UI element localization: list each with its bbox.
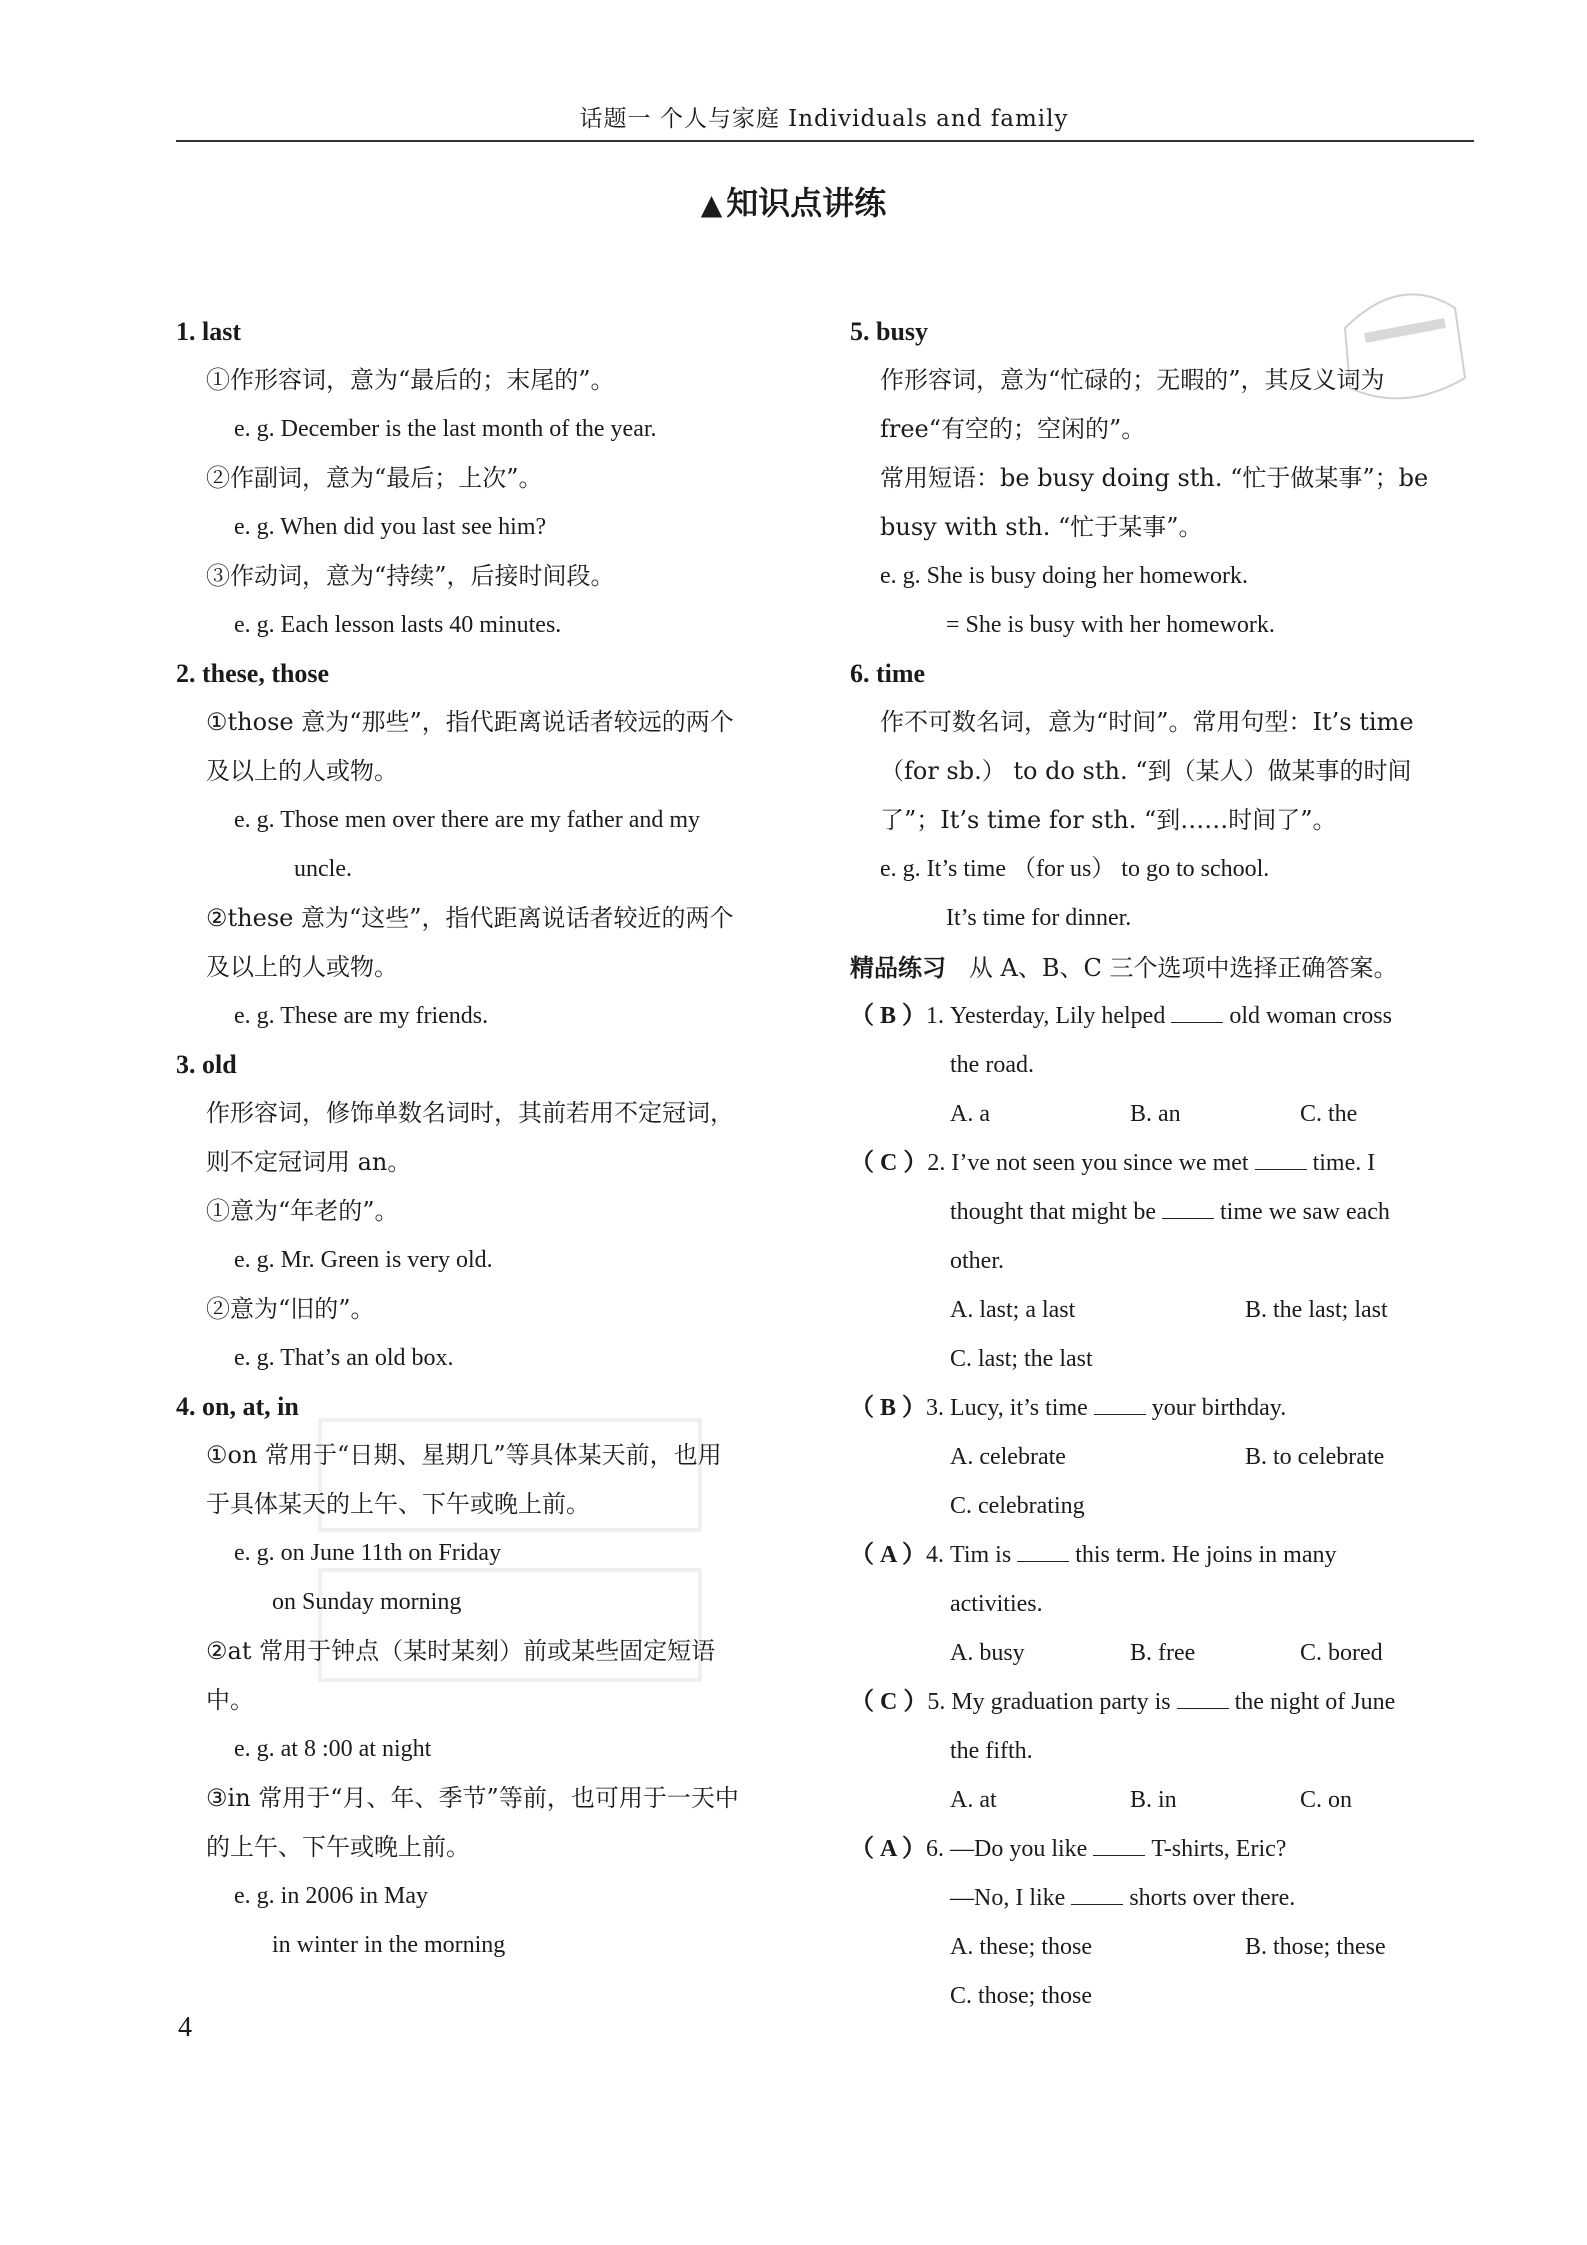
options-row	[850, 1776, 1476, 1825]
text-line: 于具体某天的上午、下午或晚上前。	[206, 1490, 590, 1518]
options-row	[850, 1482, 1476, 1531]
options-row	[850, 1972, 1476, 2021]
example-line: It’s time for dinner.	[946, 905, 1132, 931]
example-line: e. g. Mr. Green is very old.	[234, 1247, 493, 1273]
text-line: （for sb.） to do sth. “到（某人）做某事的时间	[880, 757, 1412, 785]
text-line: ③in 常用于“月、年、季节”等前，也可用于一天中	[206, 1784, 739, 1812]
text-line: ②these 意为“这些”，指代距离说话者较近的两个	[206, 904, 734, 932]
option: A. busy	[950, 1640, 1025, 1666]
text-line: ①on 常用于“日期、星期几”等具体某天前，也用	[206, 1441, 722, 1469]
question-line: —No, I like shorts over there.	[950, 1885, 1296, 1911]
option: A. at	[950, 1787, 997, 1813]
options-row	[850, 1923, 1476, 1972]
example-line: uncle.	[294, 856, 352, 882]
question-6: （ A ）6. —Do you like T-shirts, Eric?	[850, 1836, 1287, 1862]
answer-blank	[1162, 1198, 1214, 1219]
practice-label: 精品练习	[850, 953, 946, 982]
question-5: （ C ）5. My graduation party is the night of June	[850, 1689, 1396, 1715]
question-line: thought that might be time we saw each	[950, 1199, 1390, 1225]
practice-instruction: 从 A、B、C 三个选项中选择正确答案。	[968, 954, 1398, 982]
example-line: e. g. on June 11th on Friday	[234, 1540, 502, 1566]
text-line: ①意为“年老的”。	[206, 1197, 399, 1225]
options-row	[850, 1335, 1476, 1384]
example-line: e. g. Those men over there are my father and my	[234, 807, 701, 833]
text-line: ③作动词，意为“持续”，后接时间段。	[206, 562, 615, 590]
section-heading: 6. time	[850, 659, 926, 688]
option: A. these; those	[950, 1934, 1092, 1960]
option: B. free	[1130, 1640, 1196, 1666]
answer-mark: （ A ）	[850, 1836, 927, 1862]
section-heading: 1. last	[176, 317, 241, 346]
text-line: 常用短语：be busy doing sth. “忙于做某事”；be	[880, 464, 1429, 492]
question-2: （ C ）2. I’ve not seen you since we met time. I	[850, 1150, 1376, 1176]
question-line: the fifth.	[950, 1738, 1033, 1764]
answer-mark: （ B ）	[850, 1395, 927, 1421]
text-line: free“有空的；空闲的”。	[880, 415, 1146, 443]
question-3: （ B ）3. Lucy, it’s time your birthday.	[850, 1395, 1287, 1421]
example-line: e. g. When did you last see him?	[234, 514, 547, 540]
page-number: 4	[178, 2012, 192, 2043]
example-line: e. g. at 8 :00 at night	[234, 1736, 432, 1762]
running-header: 话题一 个人与家庭 Individuals and family	[579, 106, 1069, 132]
text-line: ①作形容词，意为“最后的；末尾的”。	[206, 366, 615, 394]
section-title-text: 知识点讲练	[726, 184, 887, 222]
text-line: 了”；It’s time for sth. “到……时间了”。	[880, 806, 1337, 834]
option: C. the	[1300, 1101, 1358, 1127]
example-line: in winter in the morning	[272, 1932, 506, 1958]
option: C. bored	[1300, 1640, 1383, 1666]
question-4: （ A ）4. Tim is this term. He joins in many	[850, 1542, 1337, 1568]
example-line: e. g. It’s time （for us） to go to school.	[880, 856, 1270, 882]
text-line: busy with sth. “忙于某事”。	[880, 513, 1203, 541]
options-row	[850, 1090, 1476, 1139]
answer-mark: （ A ）	[850, 1542, 927, 1568]
section-heading: 2. these, those	[176, 659, 330, 688]
answer-blank	[1177, 1688, 1229, 1709]
question-line: the road.	[950, 1052, 1034, 1078]
option: C. on	[1300, 1787, 1353, 1813]
question-line: other.	[950, 1248, 1004, 1274]
section-heading: 4. on, at, in	[176, 1392, 299, 1421]
answer-blank	[1171, 1002, 1223, 1023]
option: B. those; these	[1245, 1934, 1386, 1960]
example-line: e. g. That’s an old box.	[234, 1345, 454, 1371]
answer-blank	[1093, 1835, 1145, 1856]
text-line: ②at 常用于钟点（某时某刻）前或某些固定短语	[206, 1637, 716, 1665]
option: A. celebrate	[950, 1444, 1066, 1470]
example-line: e. g. in 2006 in May	[234, 1883, 428, 1909]
header-rule	[176, 140, 1474, 142]
options-row	[850, 1629, 1476, 1678]
text-line: 作形容词，意为“忙碌的；无暇的”，其反义词为	[880, 366, 1385, 394]
example-line: e. g. Each lesson lasts 40 minutes.	[234, 612, 562, 638]
option: C. celebrating	[950, 1493, 1085, 1519]
text-line: 作不可数名词，意为“时间”。常用句型：It’s time	[880, 708, 1414, 736]
text-line: 则不定冠词用 an。	[206, 1148, 412, 1176]
options-row	[850, 1286, 1476, 1335]
text-line: ②意为“旧的”。	[206, 1295, 375, 1323]
section-heading: 3. old	[176, 1050, 237, 1079]
answer-mark: （ C ）	[850, 1689, 928, 1715]
option: B. an	[1130, 1101, 1181, 1127]
answer-blank	[1094, 1394, 1146, 1415]
practice-heading	[850, 943, 1476, 992]
text-line: ①those 意为“那些”，指代距离说话者较远的两个	[206, 708, 734, 736]
option: B. the last; last	[1245, 1297, 1388, 1323]
option: C. last; the last	[950, 1346, 1093, 1372]
answer-blank	[1071, 1884, 1123, 1905]
triangle-icon: ▲	[700, 188, 723, 221]
option: B. in	[1130, 1787, 1177, 1813]
example-line: = She is busy with her homework.	[946, 612, 1275, 638]
text-line: 及以上的人或物。	[206, 757, 398, 785]
option: B. to celebrate	[1245, 1444, 1385, 1470]
section-title	[0, 178, 1587, 224]
left-column	[176, 308, 806, 1970]
right-column	[850, 308, 1476, 2021]
option: A. a	[950, 1101, 990, 1127]
section-heading: 5. busy	[850, 317, 929, 346]
options-row	[850, 1433, 1476, 1482]
answer-blank	[1017, 1541, 1069, 1562]
option: A. last; a last	[950, 1297, 1076, 1323]
example-line: e. g. These are my friends.	[234, 1003, 489, 1029]
question-1: （ B ）1. Yesterday, Lily helped old woman cross	[850, 1003, 1392, 1029]
question-line: activities.	[950, 1591, 1043, 1617]
example-line: on Sunday morning	[272, 1589, 462, 1615]
text-line: ②作副词，意为“最后；上次”。	[206, 464, 543, 492]
answer-mark: （ B ）	[850, 1003, 927, 1029]
text-line: 中。	[206, 1686, 254, 1714]
example-line: e. g. December is the last month of the year.	[234, 416, 657, 442]
answer-mark: （ C ）	[850, 1150, 928, 1176]
text-line: 及以上的人或物。	[206, 953, 398, 981]
answer-blank	[1255, 1149, 1307, 1170]
option: C. those; those	[950, 1983, 1092, 2009]
text-line: 的上午、下午或晚上前。	[206, 1833, 470, 1861]
example-line: e. g. She is busy doing her homework.	[880, 563, 1248, 589]
text-line: 作形容词，修饰单数名词时，其前若用不定冠词，	[206, 1099, 734, 1127]
